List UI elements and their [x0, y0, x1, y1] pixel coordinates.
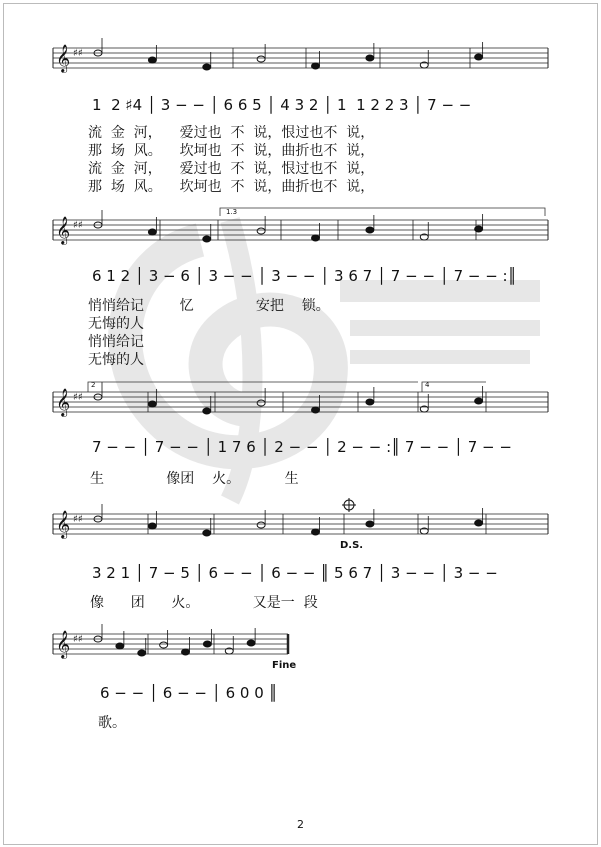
- note-head: [475, 520, 483, 526]
- key-signature-sharp-icon: ♯♯: [73, 634, 83, 645]
- note-head: [366, 55, 374, 61]
- note-head: [160, 642, 168, 648]
- note-head: [475, 226, 483, 232]
- note-head: [366, 227, 374, 233]
- key-signature-sharp-icon: ♯♯: [73, 514, 83, 525]
- lyric-5-1: 歌。: [98, 715, 126, 731]
- note-head: [203, 641, 211, 647]
- note-head: [247, 640, 255, 646]
- fine-marking: Fine: [272, 660, 297, 671]
- note-head: [366, 521, 374, 527]
- lyric-2-3: 悄悄给记: [88, 334, 144, 350]
- treble-clef-icon: 𝄞: [56, 510, 71, 538]
- note-head: [203, 236, 211, 242]
- lyric-3-1: 生 像团 火。 生: [90, 471, 299, 487]
- note-head: [182, 649, 190, 655]
- key-signature-sharp-icon: ♯♯: [73, 220, 83, 231]
- jianpu-line-4: 3 2 1 │ 7 − 5 │ 6 − − │ 6 − − ║ 5 6 7 │ 3 − − │ 3 − −: [92, 564, 498, 582]
- lyric-1-2: 那 场 风。 坎坷也 不 说，曲折也不 说，: [88, 143, 375, 159]
- jianpu-line-5: 6 − − │ 6 − − │ 6 0 0 ║: [100, 684, 278, 702]
- volta-bracket: [422, 382, 486, 392]
- note-head: [257, 56, 265, 62]
- note-head: [203, 408, 211, 414]
- lyric-4-1: 像 团 火。 又是一 段: [90, 595, 318, 611]
- note-head: [257, 400, 265, 406]
- volta-bracket: [88, 382, 418, 392]
- treble-clef-icon: 𝄞: [56, 630, 71, 658]
- ds-marking: D.S.: [340, 540, 364, 551]
- note-head: [148, 401, 156, 407]
- lyric-1-4: 那 场 风。 坎坷也 不 说，曲折也不 说，: [88, 179, 375, 195]
- treble-clef-icon: 𝄞: [56, 216, 71, 244]
- note-head: [312, 63, 320, 69]
- volta-bracket: [220, 208, 545, 216]
- jianpu-line-2: 6 1 2 │ 3 − 6 │ 3 − − │ 3 − − │ 3 6 7 │ 7 − − │ 7 − − :║: [92, 267, 517, 285]
- note-head: [148, 57, 156, 63]
- note-head: [148, 229, 156, 235]
- note-head: [312, 529, 320, 535]
- volta-2-label: 2: [91, 381, 96, 389]
- note-head: [312, 235, 320, 241]
- jianpu-line-1: 1 2 ♯4 │ 3 − − │ 6 6 5 │ 4 3 2 │ 1 1 2 2 3 │ 7 − −: [92, 96, 472, 114]
- note-head: [138, 650, 146, 656]
- jianpu-line-3: 7 − − │ 7 − − │ 1 7 6 │ 2 − − │ 2 − − :║ 7 − − │ 7 − −: [92, 438, 512, 456]
- note-head: [148, 523, 156, 529]
- volta-1-3-label: 1.3: [226, 208, 238, 216]
- lyric-2-2: 无悔的人: [88, 316, 144, 332]
- note-head: [312, 407, 320, 413]
- page-number: 2: [297, 818, 304, 831]
- note-head: [366, 399, 374, 405]
- lyric-1-3: 流 金 河， 爱过也 不 说，恨过也不 说，: [88, 161, 375, 177]
- volta-4-label: 4: [425, 381, 430, 389]
- lyric-2-4: 无悔的人: [88, 352, 144, 368]
- note-head: [475, 54, 483, 60]
- note-head: [203, 64, 211, 70]
- key-signature-sharp-icon: ♯♯: [73, 392, 83, 403]
- note-head: [257, 228, 265, 234]
- note-head: [475, 398, 483, 404]
- treble-clef-icon: 𝄞: [56, 44, 71, 72]
- key-signature-sharp-icon: ♯♯: [73, 48, 83, 59]
- lyric-1-1: 流 金 河， 爱过也 不 说，恨过也不 说，: [88, 125, 375, 141]
- lyric-2-1: 悄悄给记 忆 安把 锁。: [88, 298, 330, 314]
- note-head: [257, 522, 265, 528]
- note-head: [116, 643, 124, 649]
- treble-clef-icon: 𝄞: [56, 388, 71, 416]
- note-head: [203, 530, 211, 536]
